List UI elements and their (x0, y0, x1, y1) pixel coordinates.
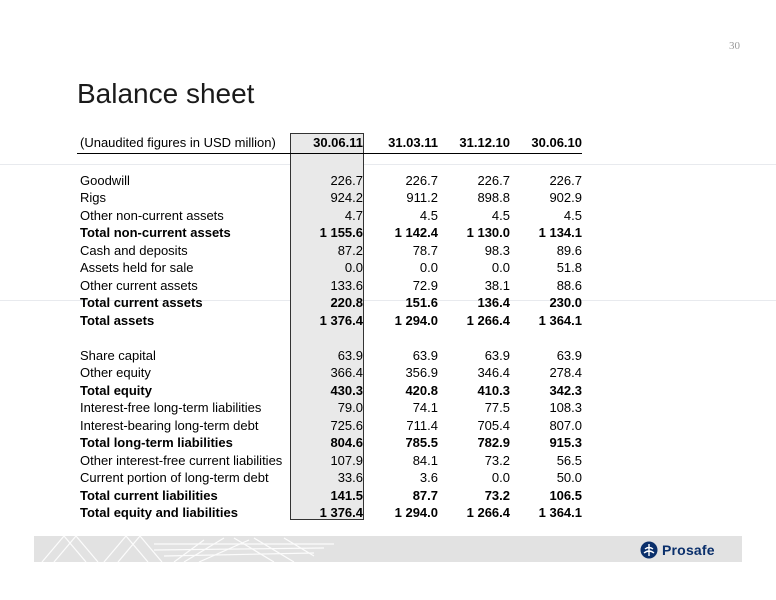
row-value: 1 294.0 (394, 505, 438, 520)
row-value: 89.6 (556, 242, 582, 258)
row-value: 151.6 (405, 295, 438, 310)
row-value: 84.1 (412, 452, 438, 468)
total-row (77, 434, 582, 452)
row-label: Total current assets (80, 295, 203, 310)
row-value: 136.4 (477, 295, 510, 310)
row-value: 1 376.4 (319, 505, 363, 520)
row-value: 1 155.6 (319, 225, 363, 240)
row-value: 63.9 (484, 347, 510, 363)
row-value: 342.3 (549, 382, 582, 398)
row-label: Total current liabilities (80, 487, 218, 503)
row-value: 63.9 (556, 347, 582, 363)
row-value: 133.6 (330, 277, 363, 293)
row-value: 0.0 (419, 260, 438, 275)
row-value: 78.7 (412, 242, 438, 258)
row-label: Cash and deposits (80, 242, 188, 258)
row-label: Total non-current assets (80, 225, 231, 240)
row-value: 220.8 (330, 295, 363, 310)
row-value: 63.9 (412, 347, 438, 363)
row-label: Current portion of long-term debt (80, 470, 269, 485)
column-header: 31.03.11 (366, 133, 438, 154)
table-row (77, 452, 582, 470)
row-value: 0.0 (344, 260, 363, 275)
table-row (77, 172, 582, 190)
row-value: 0.0 (491, 260, 510, 275)
row-value: 38.1 (484, 277, 510, 293)
row-value: 1 266.4 (466, 312, 510, 328)
row-value: 804.6 (330, 435, 363, 450)
row-label: Rigs (80, 190, 107, 205)
rig-structure-graphic (34, 536, 742, 562)
balance-sheet-table (77, 133, 582, 522)
row-value: 902.9 (549, 190, 582, 205)
row-value: 226.7 (549, 172, 582, 188)
row-label: Total equity (80, 382, 152, 398)
table-row (77, 364, 582, 382)
row-value: 1 376.4 (319, 312, 363, 328)
spacer-cell (77, 154, 582, 172)
table-row (77, 469, 582, 487)
row-value: 4.5 (419, 207, 438, 223)
prosafe-logo (640, 540, 715, 560)
row-value: 0.0 (491, 470, 510, 485)
column-header: 30.06.11 (293, 133, 366, 154)
row-value: 346.4 (477, 365, 510, 380)
row-value: 98.3 (484, 242, 510, 258)
row-label: Goodwill (80, 172, 130, 188)
row-value: 226.7 (330, 172, 363, 188)
row-value: 87.7 (412, 487, 438, 503)
row-value: 106.5 (549, 487, 582, 503)
row-value: 4.5 (563, 207, 582, 223)
row-label: Other equity (80, 365, 151, 380)
row-value: 1 294.0 (394, 312, 438, 328)
row-value: 420.8 (405, 382, 438, 398)
row-value: 911.2 (406, 190, 438, 205)
row-value: 4.7 (344, 207, 363, 223)
row-value: 73.2 (484, 452, 510, 468)
row-value: 230.0 (549, 295, 582, 310)
row-value: 73.2 (484, 487, 510, 503)
spacer-row (77, 154, 582, 172)
row-value: 711.4 (406, 417, 438, 433)
row-value: 63.9 (337, 347, 363, 363)
row-value: 785.5 (405, 435, 438, 450)
table-row (77, 189, 582, 207)
row-value: 366.4 (330, 365, 363, 380)
total-row (77, 487, 582, 505)
row-value: 56.5 (556, 452, 582, 468)
row-value: 79.0 (337, 400, 363, 415)
row-value: 1 364.1 (538, 312, 582, 328)
table-header-row (77, 133, 582, 154)
table-row (77, 399, 582, 417)
table-row (77, 207, 582, 225)
row-label: Total long-term liabilities (80, 435, 233, 450)
row-value: 410.3 (477, 382, 510, 398)
row-value: 356.9 (405, 365, 438, 380)
row-value: 3.6 (419, 470, 438, 485)
footer-band (34, 536, 742, 562)
row-value: 1 142.4 (394, 225, 438, 240)
table-row (77, 242, 582, 260)
row-label: Interest-bearing long-term debt (80, 417, 259, 433)
total-row (77, 312, 582, 330)
row-label: Other non-current assets (80, 207, 224, 223)
row-value: 782.9 (477, 435, 510, 450)
row-value: 226.7 (477, 172, 510, 188)
row-value: 915.3 (549, 435, 582, 450)
row-label: Share capital (80, 347, 156, 363)
row-value: 50.0 (556, 470, 582, 485)
row-value: 1 364.1 (538, 505, 582, 520)
total-row (77, 504, 582, 522)
total-row (77, 224, 582, 242)
prosafe-logo-icon (640, 541, 658, 559)
row-label: Other interest-free current liabilities (80, 452, 283, 468)
row-value: 705.4 (477, 417, 510, 433)
row-label: Total equity and liabilities (80, 505, 238, 520)
row-value: 430.3 (330, 382, 363, 398)
row-value: 278.4 (549, 365, 582, 380)
total-row (77, 294, 582, 312)
row-value: 72.9 (412, 277, 438, 293)
row-value: 51.8 (556, 260, 582, 275)
row-value: 88.6 (556, 277, 582, 293)
row-value: 1 266.4 (466, 505, 510, 520)
row-value: 1 130.0 (466, 225, 510, 240)
row-value: 74.1 (412, 400, 438, 415)
table-row (77, 277, 582, 295)
row-value: 1 134.1 (538, 225, 582, 240)
row-value: 107.9 (330, 452, 363, 468)
table-caption: (Unaudited figures in USD million) (77, 133, 293, 154)
row-value: 77.5 (484, 400, 510, 415)
spacer-row (77, 329, 582, 347)
row-label: Other current assets (80, 277, 198, 293)
page-title: Balance sheet (77, 78, 255, 109)
logo-text: Prosafe (662, 542, 715, 558)
row-label: Assets held for sale (80, 260, 194, 275)
page-number: 30 (729, 40, 740, 52)
column-header: 31.12.10 (438, 133, 510, 154)
column-header: 30.06.10 (510, 133, 582, 154)
row-value: 108.3 (549, 400, 582, 415)
row-value: 226.7 (405, 172, 438, 188)
row-label: Interest-free long-term liabilities (80, 400, 262, 415)
row-value: 87.2 (337, 242, 363, 258)
row-label: Total assets (80, 312, 155, 328)
row-value: 725.6 (330, 417, 363, 433)
row-value: 807.0 (549, 417, 582, 433)
row-value: 898.8 (477, 190, 510, 205)
table-row (77, 347, 582, 365)
table-row (77, 259, 582, 277)
row-value: 33.6 (337, 470, 363, 485)
total-row (77, 382, 582, 400)
table-row (77, 417, 582, 435)
row-value: 924.2 (330, 190, 363, 205)
row-value: 4.5 (491, 207, 510, 223)
spacer-cell (77, 329, 582, 347)
row-value: 141.5 (330, 487, 363, 503)
